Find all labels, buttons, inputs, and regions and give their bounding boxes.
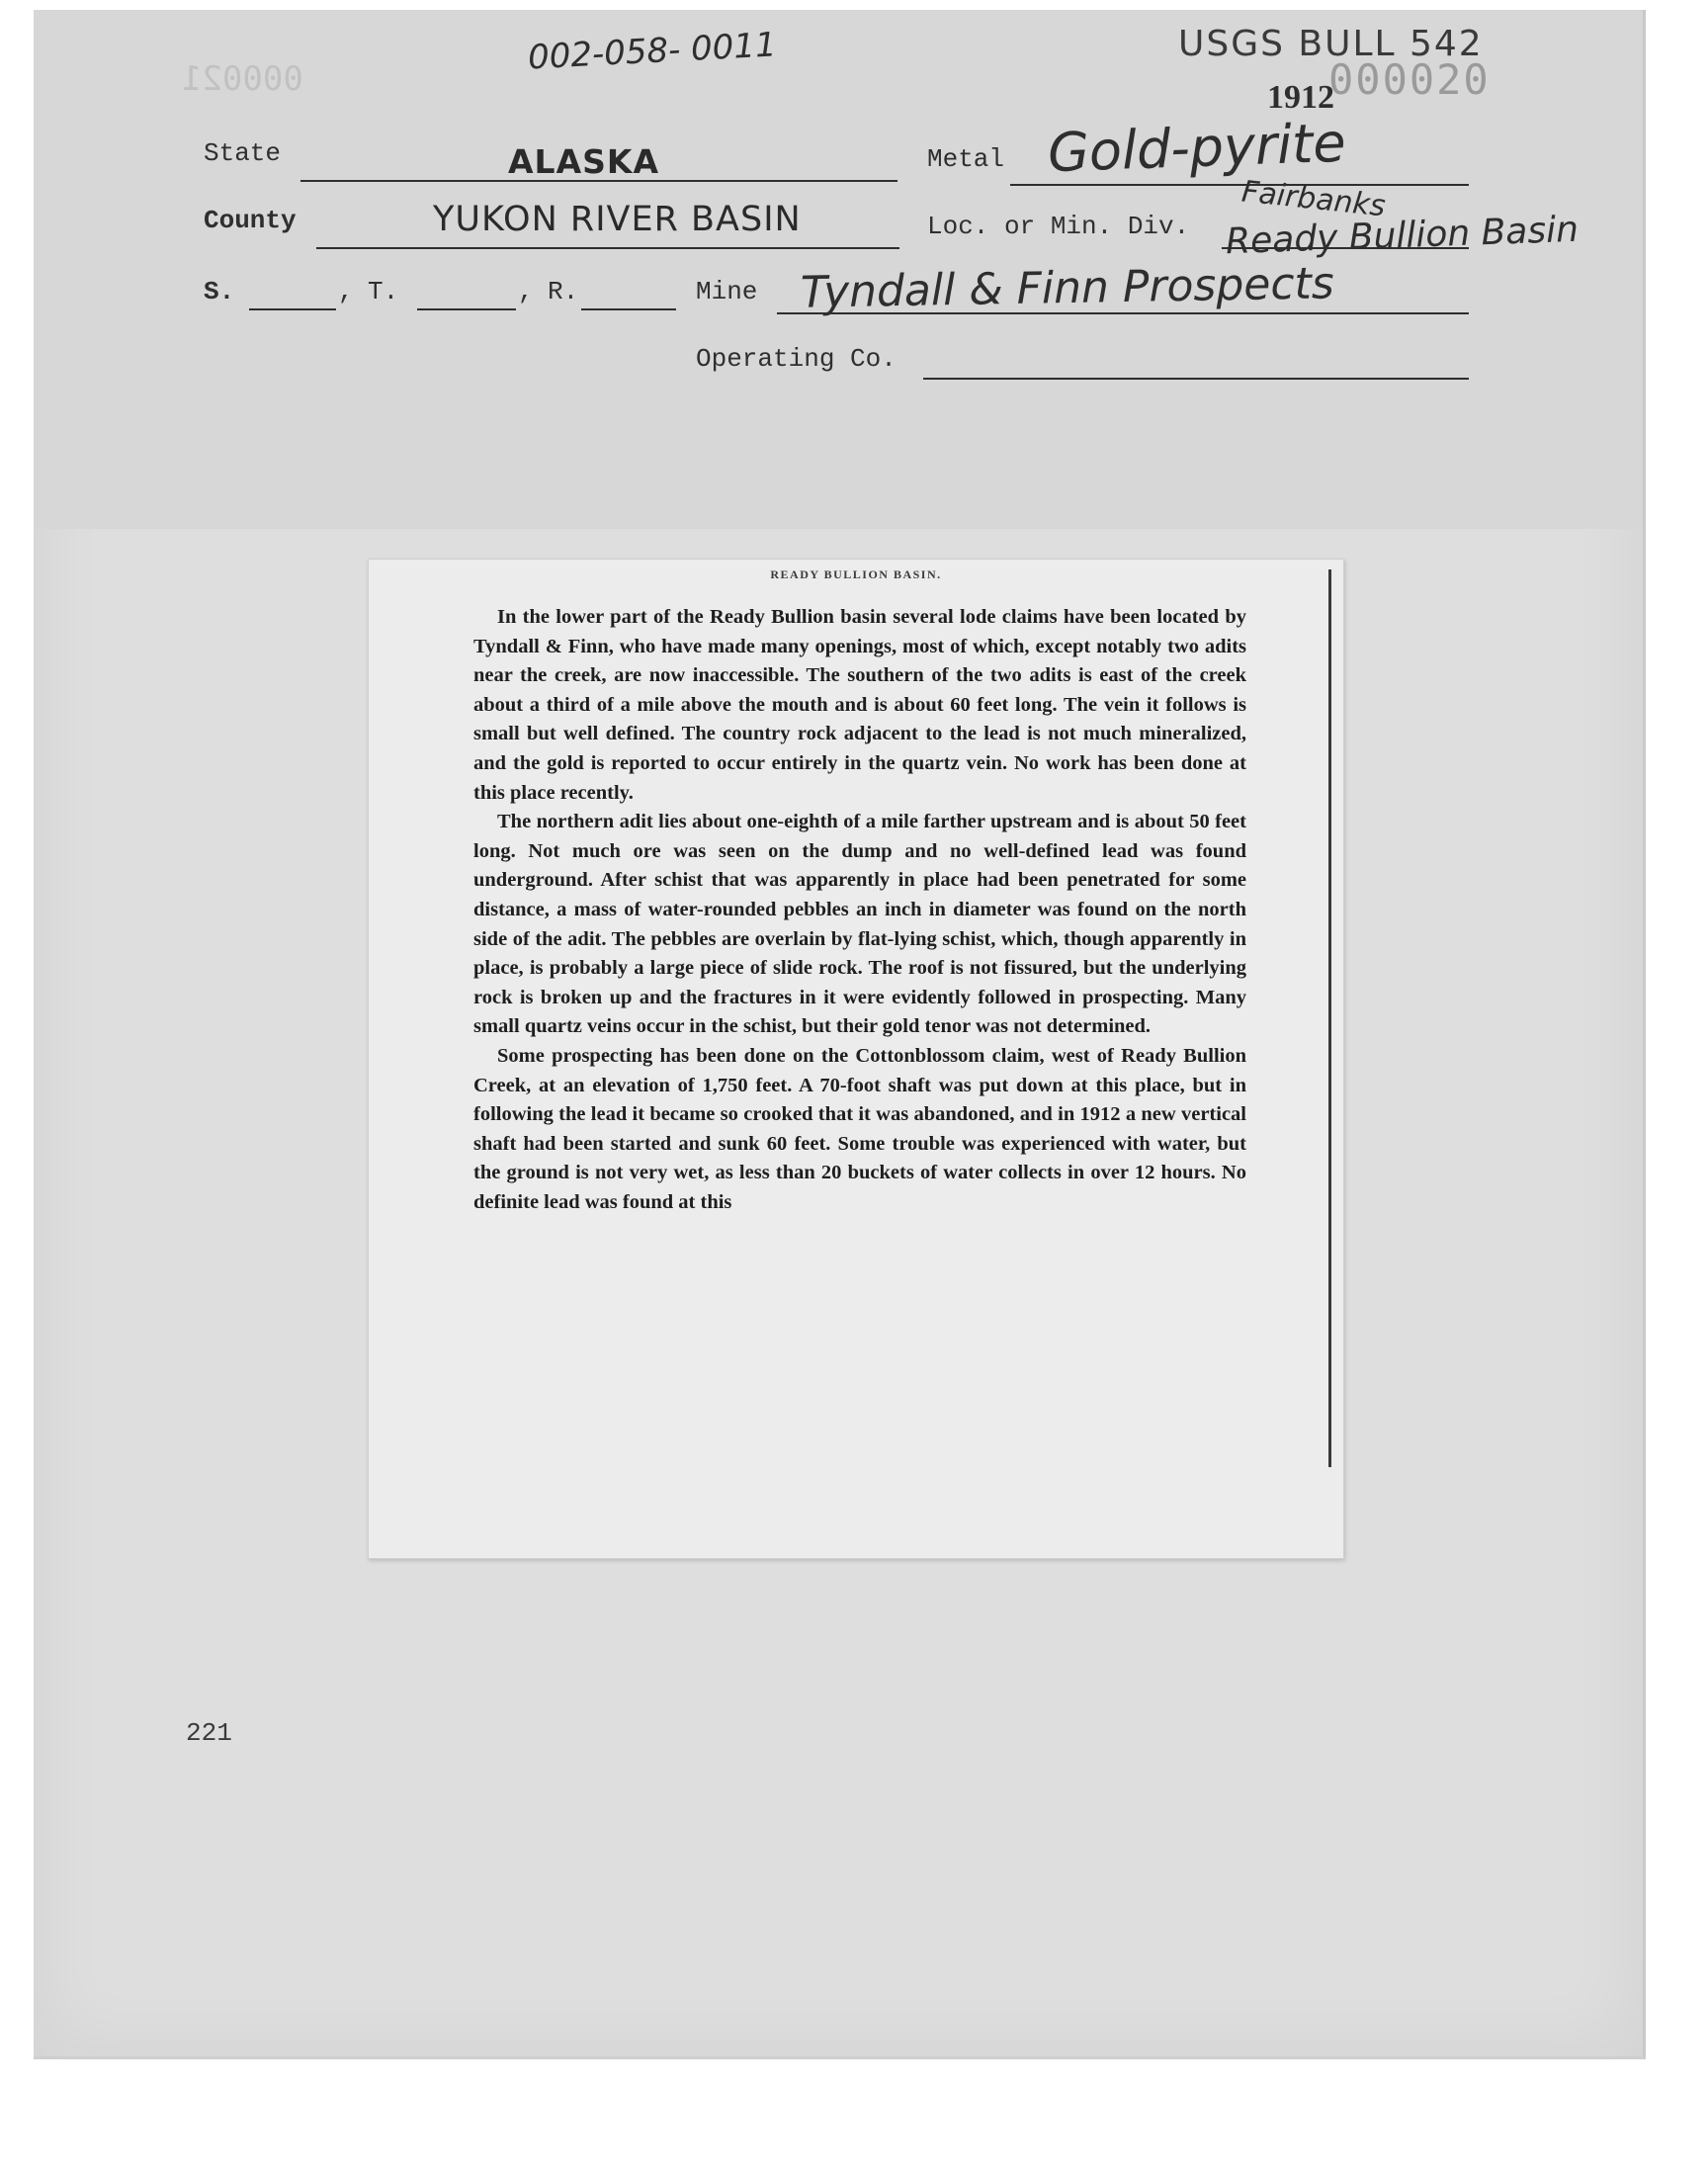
township-label: T. [368,277,399,306]
operating-line [923,378,1469,380]
clipping-paragraph: Some prospecting has been done on the Cottonblossom claim, west of Ready Bullion Creek, at an elevation of 1,750 feet. A 70-foot shaft was put down at this place, but in following the lead it became so crooked that it was abandoned, and in 1912 a new vertical shaft had been started and sunk 60 feet. Some trouble was experienced with water, but the ground is not very wet, as less than 20 buckets of water collects in over 12 hours. No definite lead was found at this [473,1044,1246,1213]
section-line [249,308,336,310]
county-value: YUKON RIVER BASIN [433,200,802,239]
source-label: USGS BULL 542 [1178,24,1484,64]
year-label: 1912 [1267,79,1334,116]
metal-value: Gold-pyrite [1046,111,1347,185]
stamp-number: 000020 [1328,55,1491,104]
clipping-paragraph: The northern adit lies about one-eighth of a mile farther upstream and is about 50 feet long. Not much ore was seen on the dump and no well-defined lead was found underground. After schist that was apparently in place had been penetrated for some distance, a mass of water-rounded pebbles an inch in diameter was found on the north side of the adit. The pebbles are overlain by flat-lying schist, which, though apparently in place, is probably a large piece of slide rock. The roof is not fissured, but the underlying rock is broken up and the fractures in it were evidently followed in prospecting. Many small quartz veins occur in the schist, but their gold tenor was not determined. [473,811,1246,1038]
range-label: R. [548,277,579,306]
page-number: 221 [186,1718,232,1748]
faint-stamp: 000021 [182,59,303,99]
county-label: County [204,206,297,235]
range-line [581,308,676,310]
state-value: ALASKA [508,142,659,181]
operating-label: Operating Co. [696,344,897,374]
metal-line [1010,184,1469,186]
record-card: 000021 002-058- 0011 USGS BULL 542 1912 000020 State ALASKA Metal Gold-pyrite County YUKON RIVER BASIN Loc. or Min. Div. Fairbanks Ready Bullion Basin S. , T. , R. Mine Tyndall & Finn Prospects Operating Co. 221 [34,10,1646,2059]
loc-value-upper: Fairbanks [1239,174,1388,224]
township-line [417,308,516,310]
report-clipping [368,559,1344,1559]
state-label: State [204,138,282,168]
clipping-title: READY BULLION BASIN. [770,567,942,581]
section-label: S. [204,277,235,306]
mine-value: Tyndall & Finn Prospects [800,258,1335,318]
county-line [316,247,899,249]
loc-label: Loc. or Min. Div. [927,212,1190,241]
mine-label: Mine [696,277,758,306]
clipping-body [473,603,1246,1217]
metal-label: Metal [927,144,1005,174]
loc-value-lower: Ready Bullion Basin [1225,209,1580,263]
file-number: 002-058- 0011 [527,25,778,78]
clipping-paragraph: In the lower part of the Ready Bullion basin several lode claims have been located by Tyndall & Finn, who have made many openings, most of which, except notably two adits near the creek, are now inaccessible. The southern of the two adits is east of the creek about a third of a mile above the mouth and is about 60 feet long. The vein it follows is small but well defined. The country rock adjacent to the lead is not much mineralized, and the gold is reported to occur entirely in the quartz vein. No work has been done at this place recently. [473,606,1246,804]
clipping-edge [1328,569,1331,1467]
